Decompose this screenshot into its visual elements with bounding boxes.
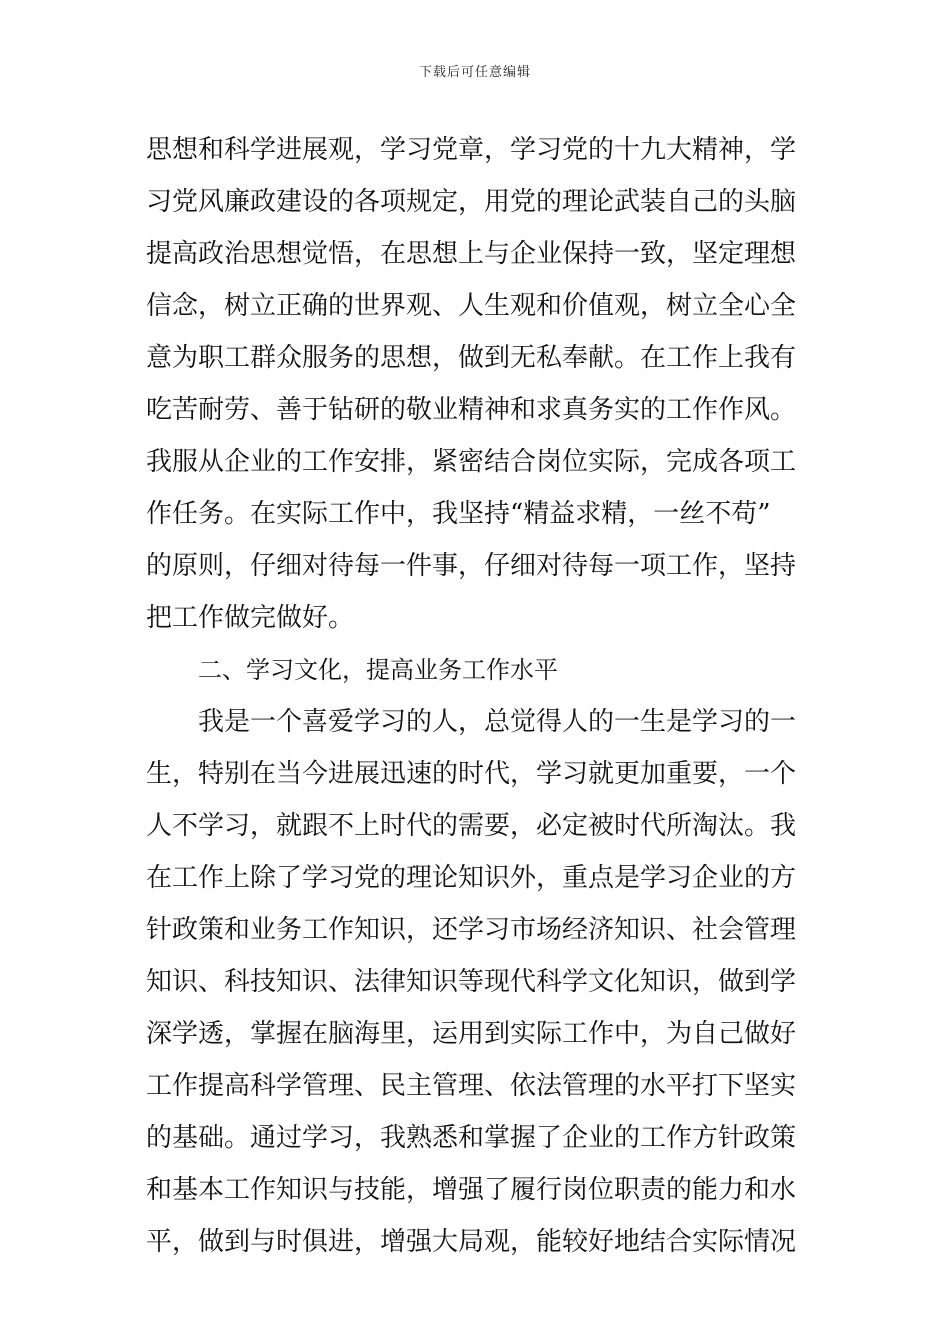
text-line: 针政策和业务工作知识，还学习市场经济知识、社会管理 [146,915,797,945]
text-line: 我服从企业的工作安排，紧密结合岗位实际，完成各项工 [146,447,797,477]
section-heading: 二、学习文化，提高业务工作水平 [198,656,558,684]
paragraph-first-line: 我是一个喜爱学习的人，总觉得人的一生是学习的一 [198,707,797,737]
text-line: 人不学习，就跟不上时代的需要，必定被时代所淘汰。我 [146,811,797,841]
text-line: 在工作上除了学习党的理论知识外，重点是学习企业的方 [146,863,797,893]
text-line: 和基本工作知识与技能，增强了履行岗位职责的能力和水 [146,1175,797,1205]
text-line: 信念，树立正确的世界观、人生观和价值观，树立全心全 [146,291,797,321]
text-line: 思想和科学进展观，学习党章，学习党的十九大精神，学 [146,135,797,165]
document-body [146,124,810,1268]
text-line: 知识、科技知识、法律知识等现代科学文化知识，做到学 [146,967,797,997]
text-line: 提高政治思想觉悟，在思想上与企业保持一致，坚定理想 [146,239,797,269]
text-line: 的原则，仔细对待每一件事，仔细对待每一项工作，坚持 [146,551,797,581]
text-line: 生，特别在当今进展迅速的时代，学习就更加重要，一个 [146,759,797,789]
text-line: 深学透，掌握在脑海里，运用到实际工作中，为自己做好 [146,1019,797,1049]
text-line: 习党风廉政建设的各项规定，用党的理论武装自己的头脑 [146,187,797,217]
page-header: 下载后可任意编辑 [418,65,531,80]
text-line: 作任务。在实际工作中，我坚持“精益求精，一丝不苟” [146,499,771,529]
text-line: 吃苦耐劳、善于钻研的敬业精神和求真务实的工作作风。 [146,395,797,425]
text-line: 把工作做完做好。 [146,603,355,633]
text-line: 的基础。通过学习，我熟悉和掌握了企业的工作方针政策 [146,1123,797,1153]
text-line: 平，做到与时俱进，增强大局观，能较好地结合实际情况 [146,1227,797,1257]
text-line: 工作提高科学管理、民主管理、依法管理的水平打下坚实 [146,1071,797,1101]
text-line: 意为职工群众服务的思想，做到无私奉献。在工作上我有 [146,343,797,373]
